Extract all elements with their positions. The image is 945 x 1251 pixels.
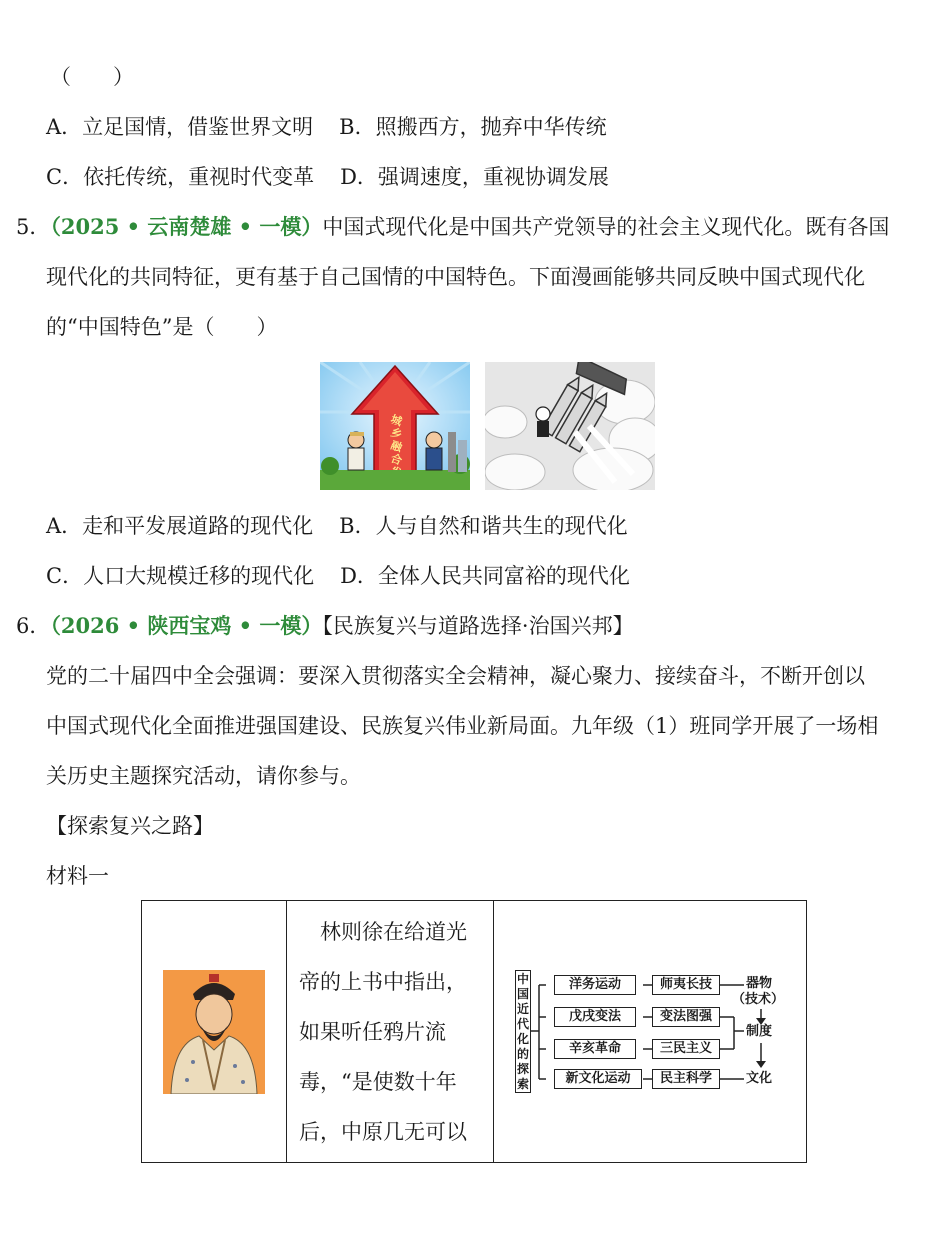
material-table xyxy=(141,900,807,1163)
svg-text:城: 城 xyxy=(388,412,404,429)
q5-text-1: 中国式现代化是中国共产党领导的社会主义现代化。既有各国 xyxy=(322,215,890,239)
diagram-label-culture: 文化 xyxy=(746,1071,773,1086)
svg-text:乡: 乡 xyxy=(388,425,404,442)
cartoon-urban-rural-integration xyxy=(320,362,470,490)
q4-option-row-2 xyxy=(46,162,609,192)
q5-source: （2025 • 云南楚雄 • 一模） xyxy=(50,214,323,239)
q4-option-d[interactable]: D．强调速度，重视协调发展 xyxy=(340,165,609,189)
diagram-box-learn-skills: 师夷长技 xyxy=(652,975,720,995)
side-label-char: 索 xyxy=(516,1077,529,1091)
quote-cell xyxy=(287,901,494,1163)
diagram-box-revolution: 辛亥革命 xyxy=(554,1039,636,1059)
q5-option-d[interactable]: D．全体人民共同富裕的现代化 xyxy=(340,564,630,588)
side-label-char: 代 xyxy=(516,1017,529,1031)
diagram-box-reform-strong: 变法图强 xyxy=(652,1007,720,1027)
diagram-box-three-principles: 三民主义 xyxy=(652,1039,720,1059)
q6-material-label: 材料一 xyxy=(46,864,109,888)
q5-stem-line-3: 的“中国特色”是（ ） xyxy=(46,315,278,339)
diagram-box-reform: 戊戌变法 xyxy=(554,1007,636,1027)
q4-option-row-1 xyxy=(46,112,607,142)
svg-text:融: 融 xyxy=(388,438,404,455)
side-label-char: 化 xyxy=(516,1032,529,1046)
q6-paragraph-line-2: 中国式现代化全面推进强国建设、民族复兴伟业新局面。九年级（1）班同学开展了一场相 xyxy=(46,714,879,738)
diagram-box-westernization: 洋务运动 xyxy=(554,975,636,995)
side-label-char: 的 xyxy=(516,1047,529,1061)
lin-zexu-quote xyxy=(287,901,493,1157)
side-label-char: 近 xyxy=(516,1002,529,1016)
diagram-label-technology: （技术） xyxy=(732,992,785,1007)
diagram-side-label xyxy=(515,970,531,1093)
q6-heading xyxy=(16,611,634,641)
q4-paren: （ ） xyxy=(50,65,134,89)
diagram-label-material: 器物 xyxy=(746,976,773,991)
quote-line: 帝的上书中指出， xyxy=(299,970,467,994)
q4-option-b[interactable]: B．照搬西方，抛弃中华传统 xyxy=(339,115,607,139)
q5-option-b[interactable]: B．人与自然和谐共生的现代化 xyxy=(339,514,628,538)
diagram-label-system: 制度 xyxy=(746,1024,773,1039)
diagram-box-democracy-science: 民主科学 xyxy=(652,1069,720,1089)
quote-line: 后，中原几无可以 xyxy=(299,1120,467,1144)
q6-number: 6． xyxy=(16,614,51,638)
quote-line: 毒，“是使数十年 xyxy=(299,1070,457,1094)
q5-option-row-1 xyxy=(46,511,628,541)
q5-stem-line-1 xyxy=(16,212,889,242)
q6-paragraph-line-1: 党的二十届四中全会强调：要深入贯彻落实全会精神，凝心聚力、接续奋斗，不断开创以 xyxy=(46,664,865,688)
q5-number: 5． xyxy=(16,215,51,239)
lin-zexu-portrait xyxy=(163,970,265,1094)
q4-option-a[interactable]: A．立足国情，借鉴世界文明 xyxy=(46,115,314,139)
q5-stem-line-2: 现代化的共同特征，更有基于自己国情的中国特色。下面漫画能够共同反映中国式现代化 xyxy=(46,265,865,289)
side-label-char: 国 xyxy=(516,987,529,1001)
svg-text:合: 合 xyxy=(388,451,404,468)
diagram-cell xyxy=(494,901,807,1163)
q6-tag: 【民族复兴与道路选择·治国兴邦】 xyxy=(322,614,634,638)
q5-option-c[interactable]: C．人口大规模迁移的现代化 xyxy=(46,564,315,588)
cartoon-rockets xyxy=(485,362,655,490)
diagram-box-new-culture: 新文化运动 xyxy=(554,1069,642,1089)
side-label-char: 中 xyxy=(516,972,529,986)
q5-option-row-2 xyxy=(46,561,630,591)
side-label-char: 探 xyxy=(516,1062,529,1076)
q6-section-title: 【探索复兴之路】 xyxy=(46,814,214,838)
portrait-cell xyxy=(142,901,287,1163)
q4-option-c[interactable]: C．依托传统，重视时代变革 xyxy=(46,165,315,189)
q6-source: （2026 • 陕西宝鸡 • 一模） xyxy=(50,613,323,638)
modernization-exploration-diagram xyxy=(494,901,808,1164)
quote-line: 如果听任鸦片流 xyxy=(299,1020,446,1044)
quote-line: 林则徐在给道光 xyxy=(320,920,467,944)
q6-paragraph-line-3: 关历史主题探究活动，请你参与。 xyxy=(46,764,361,788)
q5-option-a[interactable]: A．走和平发展道路的现代化 xyxy=(46,514,314,538)
